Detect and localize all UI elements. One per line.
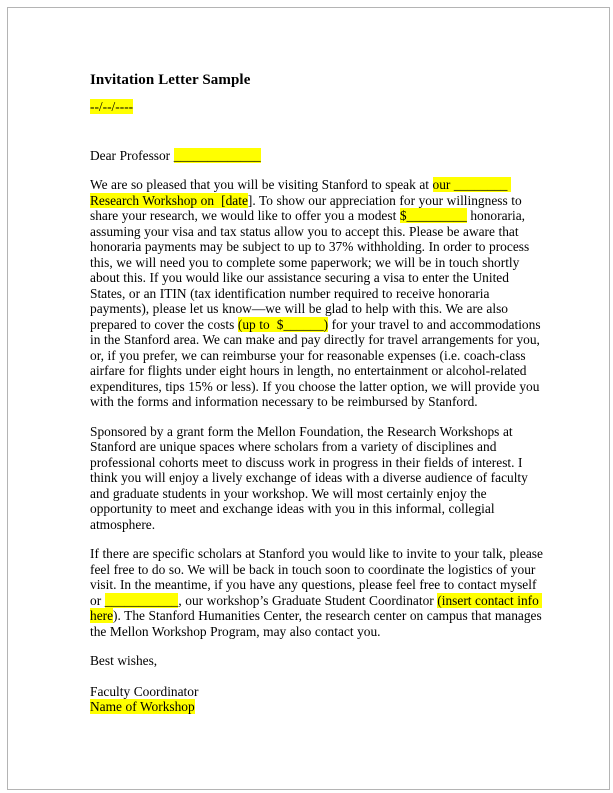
paragraph-visit-details — [90, 177, 543, 410]
highlighted-placeholder: _____________ — [173, 147, 261, 163]
letter-text: , our workshop’s Graduate Student Coordinator — [178, 592, 438, 608]
closing-line — [90, 653, 543, 669]
letter-text: We are so pleased that you will be visiting Stanford to speak at — [90, 177, 433, 192]
highlighted-placeholder: Name of Workshop — [90, 699, 195, 714]
letter-text: Sponsored by a grant form the Mellon Foundation, the Research Workshops at Stanford are unique spaces where scholars from a variety of disciplines and professional cohorts meet to discuss work in progress in their fields of interest. I think you will enjoy a lively exchange of ideas with a diverse audience of faculty and graduate students in your workshop. We will most certainly enjoy the opportunity to meet and exchange ideas with you in this informal, collegial atmosphere. — [90, 423, 532, 532]
letter-text: ). The Stanford Humanities Center, the research center on campus that manages the Mellon Workshop Program, may also contact you. — [90, 608, 546, 639]
letter-text: Dear Professor — [90, 147, 174, 163]
signature-role-line — [90, 684, 543, 700]
letter-text: for your travel to and accommodations in the Stanford area. We can make and pay directly for travel arrangements for you, or, if you prefer, we can reimburse your for reasonable expenses (i.e. coach-class airfare for flights under eight hours in length, no entertainment or alcohol-related expenditures, tips 15% or less). If you choose the latter option, we will provide you with the forms and information necessary to be reimbursed by Stanford. — [90, 316, 545, 409]
signature-workshop-line — [90, 699, 543, 715]
paragraph-workshop-description — [90, 424, 543, 533]
highlighted-placeholder: $_________ — [399, 208, 467, 223]
letter-text: Faculty Coordinator — [90, 683, 199, 699]
letter-text: honoraria, assuming your visa and tax status allow you to accept this. Please be aware that honoraria payments may be subject to up to 37% withholding. In order to process this, we will need you to complete some paperwork; we will be in touch shortly about this. If you would like our assistance securing a visa to enter the United States, or an ITIN (tax identification number required to receive honoraria payments), please let us know—we will be glad to help with this. We are also prepared to cover the costs — [90, 208, 533, 332]
date-placeholder-line — [90, 99, 543, 115]
highlighted-placeholder: (insert contact info here — [90, 592, 543, 623]
highlighted-placeholder: our ________ Research Workshop on [date — [90, 177, 512, 208]
highlighted-placeholder: --/--/---- — [90, 99, 134, 114]
highlighted-placeholder: ___________ — [104, 592, 179, 608]
document-title: Invitation Letter Sample — [90, 72, 251, 88]
highlighted-placeholder: (up to $______) — [237, 316, 329, 332]
letter-text: If there are specific scholars at Stanford you would like to invite to your talk, please feel free to do so. We will be back in touch soon to coordinate the logistics of your visit. In the meantime, if you have any questions, please feel free to contact myself or — [90, 546, 547, 608]
document-page — [7, 7, 610, 790]
letter-text: ]. To show our appreciation for your willingness to share your research, we would like to offer you a modest — [90, 192, 526, 223]
letter-content — [8, 8, 609, 715]
paragraph-logistics — [90, 546, 547, 639]
letter-text: Best wishes, — [90, 653, 158, 668]
salutation-line — [90, 148, 543, 164]
